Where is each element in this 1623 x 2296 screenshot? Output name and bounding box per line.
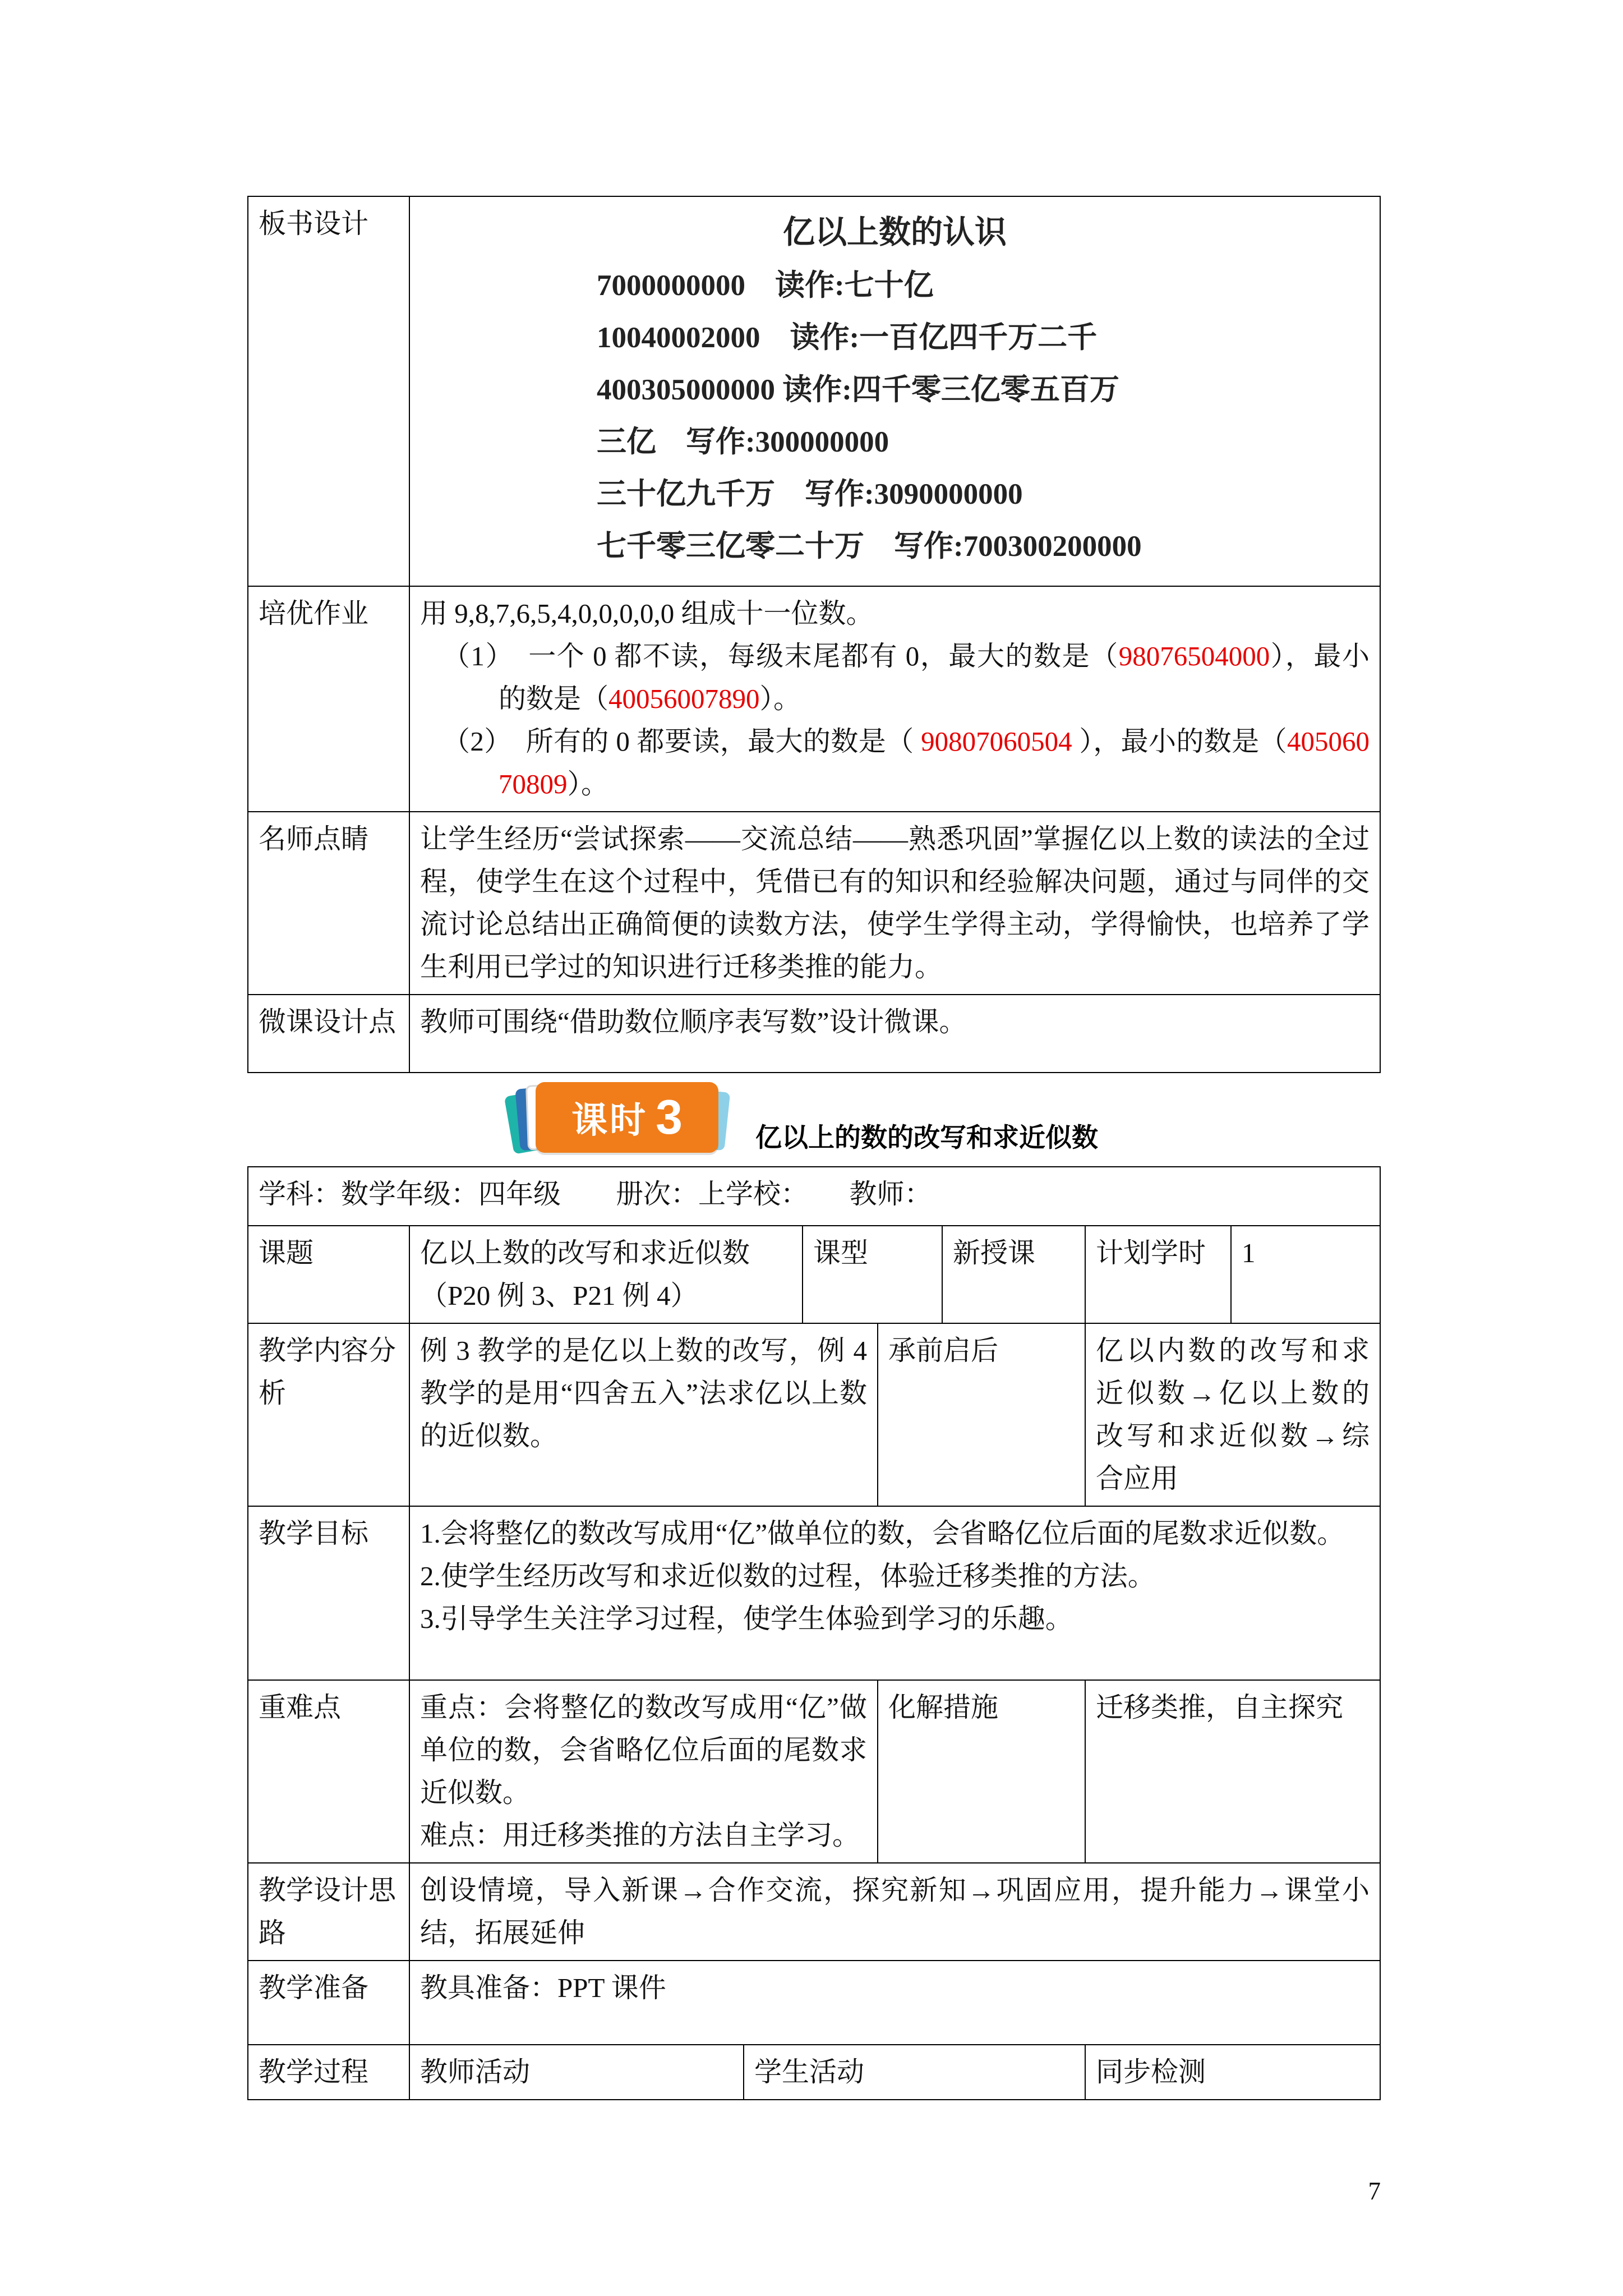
badge-body (536, 1082, 718, 1153)
page-number: 7 (1368, 2177, 1381, 2205)
microlesson-cell: 教师可围绕“借助数位顺序表写数”设计微课。 (409, 995, 1380, 1073)
keypoints-content-cell (409, 1680, 878, 1863)
row-label-process: 教学过程 (248, 2045, 409, 2100)
table-row-microlesson (248, 995, 1380, 1073)
resolution-label-cell: 化解措施 (878, 1680, 1085, 1863)
board-title: 亿以上数的认识 (783, 215, 1007, 250)
row-label-design-idea: 教学设计思路 (248, 1863, 409, 1961)
lesson3-header (511, 1082, 1380, 1156)
topic-content-cell (409, 1226, 803, 1323)
homework-item2-answer-min: 40506070809 (499, 726, 1370, 799)
homework-item1-text: ）。 (759, 683, 801, 714)
board-line: 400305000000 读作:四千零三亿零五百万 (597, 374, 1119, 406)
homework-item1-answer-max: 98076504000 (1118, 641, 1270, 671)
analysis-bridge-label-cell: 承前启后 (878, 1323, 1085, 1506)
homework-item2-text: ），最小的数是（ (1072, 726, 1287, 757)
board-design-cell (409, 196, 1380, 586)
analysis-bridge-content-cell: 亿以内数的改写和求近似数→亿以上数的改写和求近似数→综合应用 (1085, 1323, 1380, 1506)
homework-item1-answer-min: 40056007890 (608, 683, 760, 714)
homework-item2-answer-max: 90807060504 (921, 726, 1072, 757)
homework-item-1 (442, 635, 1370, 720)
design-idea-cell: 创设情境，导入新课→合作交流，探究新知→巩固应用，提升能力→课堂小结，拓展延伸 (409, 1863, 1380, 1961)
row-label-preparation: 教学准备 (248, 1961, 409, 2045)
course-type-label-cell: 课型 (803, 1226, 942, 1323)
table-row-process (248, 2045, 1380, 2100)
topic-title: 亿以上数的改写和求近似数 (420, 1237, 750, 1268)
homework-item2-text: （2） 所有的 0 都要读，最大的数是（ (442, 726, 921, 757)
section-title: 亿以上的数的改写和求近似数 (755, 1124, 1098, 1153)
badge-number: 3 (656, 1090, 683, 1144)
goal-item: 3.引导学生关注学习过程，使学生体验到学习的乐趣。 (420, 1603, 1073, 1634)
row-label-goals: 教学目标 (248, 1506, 409, 1680)
row-label-microlesson: 微课设计点 (248, 995, 409, 1073)
table-row-keypoints (248, 1680, 1380, 1863)
teacher-activity-header-cell: 教师活动 (409, 2045, 744, 2100)
homework-intro: 用 9,8,7,6,5,4,0,0,0,0,0 组成十一位数。 (420, 598, 874, 629)
topic-pages: （P20 例 3、P21 例 4） (420, 1280, 698, 1311)
board-line: 七千零三亿零二十万 写作:700300200000 (597, 530, 1142, 563)
table-row-topic (248, 1226, 1380, 1323)
document-page (247, 196, 1380, 2100)
table-row-board (248, 196, 1380, 586)
table-row-content-analysis (248, 1323, 1380, 1506)
row-label-board: 板书设计 (248, 196, 409, 586)
row-label-content-analysis: 教学内容分析 (248, 1323, 409, 1506)
board-lines (597, 260, 1370, 573)
homework-cell (409, 586, 1380, 812)
board-line: 7000000000 读作:七十亿 (597, 269, 934, 302)
row-label-homework: 培优作业 (248, 586, 409, 812)
student-activity-header-cell: 学生活动 (744, 2045, 1085, 2100)
lesson3-plan-table (247, 1166, 1381, 2100)
planned-hours-value-cell: 1 (1231, 1226, 1380, 1323)
goals-cell (409, 1506, 1380, 1680)
row-label-keypoints: 重难点 (248, 1680, 409, 1863)
resolution-content-cell: 迁移类推，自主探究 (1085, 1680, 1380, 1863)
homework-item1-text: ），最小的数是（ (499, 641, 1370, 714)
sync-check-header-cell: 同步检测 (1085, 2045, 1380, 2100)
table-row-goals (248, 1506, 1380, 1680)
preparation-cell: 教具准备：PPT 课件 (409, 1961, 1380, 2045)
homework-item1-text: （1） 一个 0 都不读，每级末尾都有 0，最大的数是（ (442, 641, 1119, 671)
table-row-preparation (248, 1961, 1380, 2045)
lesson-badge-icon (511, 1082, 724, 1156)
badge-label: 课时 (571, 1101, 648, 1140)
row-label-topic: 课题 (248, 1226, 409, 1323)
board-line: 10040002000 读作:一百亿四千万二千 (597, 321, 1098, 354)
homework-item-2 (442, 720, 1370, 806)
tips-cell: 让学生经历“尝试探索——交流总结——熟悉巩固”掌握亿以上数的读法的全过程，使学生在这个过程中，凭借已有的知识和经验解决问题，通过与同伴的交流讨论总结出正确简便的读数方法，使学生学得主动，学得愉快，也培养了学生利用已学过的知识进行迁移类推的能力。 (409, 812, 1380, 995)
homework-item2-text: ）。 (567, 769, 609, 799)
table-row-homework (248, 586, 1380, 812)
course-type-value-cell: 新授课 (942, 1226, 1085, 1323)
course-info-cell: 学科：数学年级：四年级 册次：上学校： 教师： (248, 1167, 1380, 1226)
board-line: 三亿 写作:300000000 (597, 426, 889, 458)
board-line: 三十亿九千万 写作:3090000000 (597, 478, 1023, 510)
lesson2-summary-table (247, 196, 1381, 1073)
table-row-info (248, 1167, 1380, 1226)
keypoint-item: 难点：用迁移类推的方法自主学习。 (420, 1820, 860, 1851)
planned-hours-label-cell: 计划学时 (1085, 1226, 1231, 1323)
table-row-design-idea (248, 1863, 1380, 1961)
table-row-tips (248, 812, 1380, 995)
analysis-content-cell: 例 3 教学的是亿以上数的改写，例 4 教学的是用“四舍五入”法求亿以上数的近似数。 (409, 1323, 878, 1506)
row-label-tips: 名师点睛 (248, 812, 409, 995)
keypoint-item: 重点：会将整亿的数改写成用“亿”做单位的数，会省略亿位后面的尾数求近似数。 (420, 1692, 867, 1808)
goal-item: 2.使学生经历改写和求近似数的过程，体验迁移类推的方法。 (420, 1561, 1155, 1591)
goal-item: 1.会将整亿的数改写成用“亿”做单位的数，会省略亿位后面的尾数求近似数。 (420, 1518, 1345, 1549)
